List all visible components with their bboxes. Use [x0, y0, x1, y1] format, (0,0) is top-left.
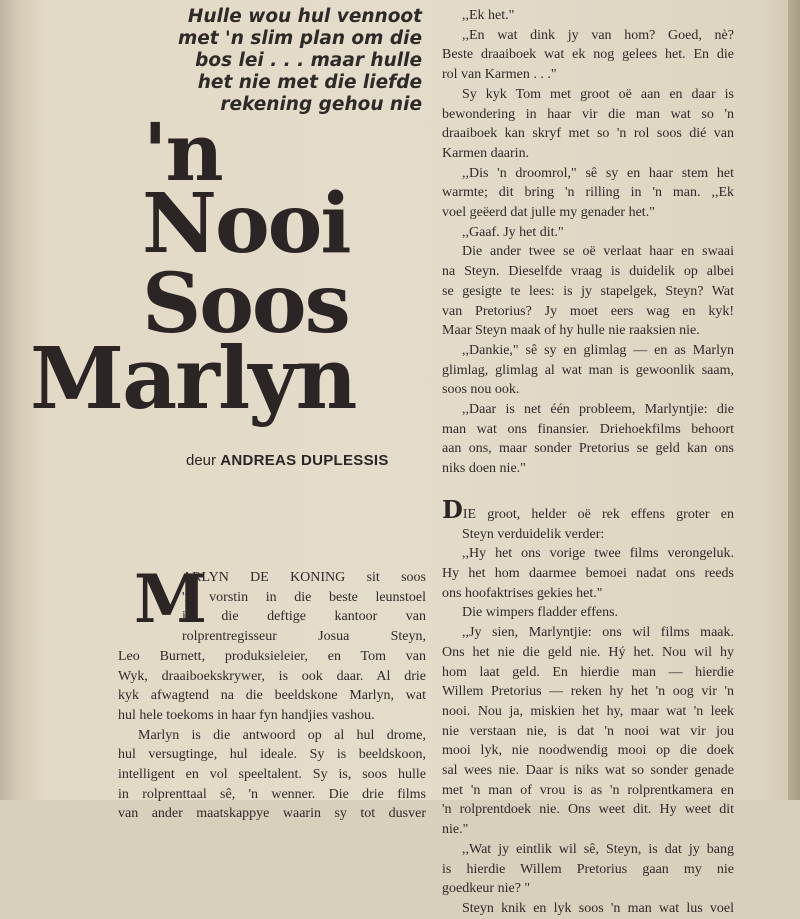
- text-line: van Pretorius? Jy moet eers wag en kyk!: [442, 303, 734, 319]
- text-line: ,,Hy het ons vorige twee films verongeluk.: [462, 546, 734, 562]
- tagline-line: met 'n slim plan om die: [177, 28, 422, 49]
- page-edge: [788, 0, 800, 800]
- text-line: Karmen daarin.: [442, 145, 530, 161]
- text-line: na Steyn. Dieselfde vraag is duidelik op albei: [442, 264, 734, 280]
- text-line: warmte; dit bring 'n rilling in 'n man. ,,Ek: [442, 185, 734, 201]
- text-line: Wyk, draaiboekskrywer, is ook daar. Al drie: [118, 668, 426, 684]
- text-line: voel geëerd dat julle my genader het.": [442, 205, 655, 221]
- text-line: se gesigte te lees: is jy stapelgek, Steyn? Wat: [442, 283, 734, 299]
- text-line: Hy het hom daarmee bemoei nadat ons reeds: [442, 565, 734, 581]
- title-line-2: Nooi: [142, 176, 350, 272]
- text-line: in die deftige kantoor van: [182, 609, 426, 625]
- text-line: 'n vorstin in die beste leunstoel: [182, 589, 426, 605]
- text-line: is hierdie Willem Pretorius gaan my nie: [442, 861, 734, 877]
- byline: [186, 452, 389, 469]
- text-line: goedkeur nie? ": [442, 881, 531, 897]
- text-line: sal wees nie. Daar is niks wat so sonder genade: [442, 763, 734, 779]
- text-line: van ander maatskappye waarin sy tot dusver: [118, 806, 426, 822]
- text-line: draaiboek kan skryf met so 'n rol soos dié van: [442, 126, 734, 142]
- text-line: Marlyn is die antwoord op al hul drome,: [138, 727, 426, 743]
- text-line: ,,En wat dink jy van hom? Goed, nè?: [462, 27, 734, 43]
- text-line: nie.": [442, 822, 469, 838]
- tagline-line: rekening gehou nie: [220, 94, 422, 115]
- text-line: man wat ons finansier. Driehoekfilms behoort: [442, 421, 734, 437]
- left-column: [118, 560, 426, 824]
- tagline-line: het nie met die liefde: [197, 72, 422, 93]
- byline-prefix: deur: [186, 452, 217, 469]
- text-line: ons hoofaktrises gekies het.": [442, 585, 603, 601]
- text-line: in rolprenttaal sê, 'n wenner. Die drie films: [118, 786, 426, 802]
- text-line: nie verstaan nie, is dat 'n nooi wat vir jou: [442, 723, 734, 739]
- text-line: met 'n man of vrou is as 'n rolprentkamera en: [442, 782, 734, 798]
- text-line: mooi lyk, nie noodwendig mooi op die doek: [442, 743, 734, 759]
- text-line: Steyn verduidelik verder:: [462, 526, 605, 542]
- section-drop-cap: D: [442, 494, 463, 524]
- tagline-line: bos lei . . . maar hulle: [195, 50, 422, 71]
- title-line-3: Soos: [142, 256, 349, 352]
- text-line: Beste draaiboek wat ek nog gelees het. En die: [442, 47, 734, 63]
- tagline-line: Hulle wou hul vennoot: [187, 6, 422, 27]
- text-line: glimlag, glimlag al wat man is gewoonlik saam,: [442, 362, 734, 378]
- text-line: Ons het nie die geld nie. Hý het. Nou wil hy: [442, 644, 734, 660]
- text-line: niks doen nie.": [442, 461, 526, 477]
- text-line: soos nou ook.: [442, 382, 520, 398]
- text-line: kyk afwagtend na die beeldskone Marlyn, wat: [118, 688, 426, 704]
- text-line: IE groot, helder oë rek effens groter en: [462, 506, 734, 522]
- right-column: [442, 6, 734, 919]
- text-line: ARLYN DE KONING sit soos: [182, 570, 426, 585]
- text-line: intelligent en vol speeltalent. Sy is, soos hulle: [118, 767, 426, 783]
- drop-cap: M: [134, 560, 208, 638]
- text-line: hul versugtinge, hul ideale. Sy is beeldskoon,: [118, 747, 426, 763]
- text-line: ,,Gaaf. Jy het dit.": [462, 224, 564, 240]
- section-first-line: [442, 494, 734, 525]
- story-title: [0, 0, 440, 440]
- text-line: rolprentregisseur Josua Steyn,: [182, 629, 426, 645]
- text-line: hom laat geld. En hierdie man — hierdie: [442, 664, 734, 680]
- text-line: ,,Daar is net één probleem, Marlyntjie: die: [462, 402, 734, 418]
- text-line: ,,Jy sien, Marlyntjie: ons wil films maak.: [462, 625, 734, 641]
- text-line: Steyn knik en lyk soos 'n man wat lus voel: [462, 900, 734, 916]
- text-line: ,,Ek het.": [462, 8, 515, 23]
- text-line: 'n rolprentdoek nie. Ons weet dit. Hy weet dit: [442, 802, 734, 818]
- title-line-4: Marlyn: [30, 329, 356, 429]
- title-line-1: 'n: [143, 105, 222, 199]
- text-line: Die ander twee se oë verlaat haar en swaai: [462, 244, 734, 260]
- text-line: ,,Dankie," sê sy en glimlag — en as Marlyn: [462, 342, 734, 358]
- text-line: Die wimpers fladder effens.: [462, 605, 619, 621]
- text-line: Leo Burnett, produksieleier, en Tom van: [118, 648, 426, 664]
- text-line: Willem Pretorius — reken hy het 'n oog vir 'n: [442, 684, 734, 700]
- text-line: bewondering in haar vir die man wat so 'n: [442, 106, 734, 122]
- text-line: rol van Karmen . . .": [442, 67, 557, 83]
- text-line: ,,Dis 'n droomrol," sê sy en haar stem het: [462, 165, 734, 181]
- text-line: Maar Steyn maak of hy hulle nie raaksien nie.: [442, 323, 700, 339]
- text-line: hul hele toekoms in haar fyn handjies vashou.: [118, 707, 375, 723]
- text-line: Sy kyk Tom met groot oë aan en daar is: [462, 86, 734, 102]
- text-line: ,,Wat jy eintlik wil sê, Steyn, is dat jy bang: [462, 841, 734, 857]
- author-name: ANDREAS DUPLESSIS: [220, 452, 389, 469]
- text-line: aan ons, maar sonder Pretorius se geld kan ons: [442, 441, 734, 457]
- text-line: nooi. Nou ja, miskien het hy, maar wat 'n leek: [442, 703, 734, 719]
